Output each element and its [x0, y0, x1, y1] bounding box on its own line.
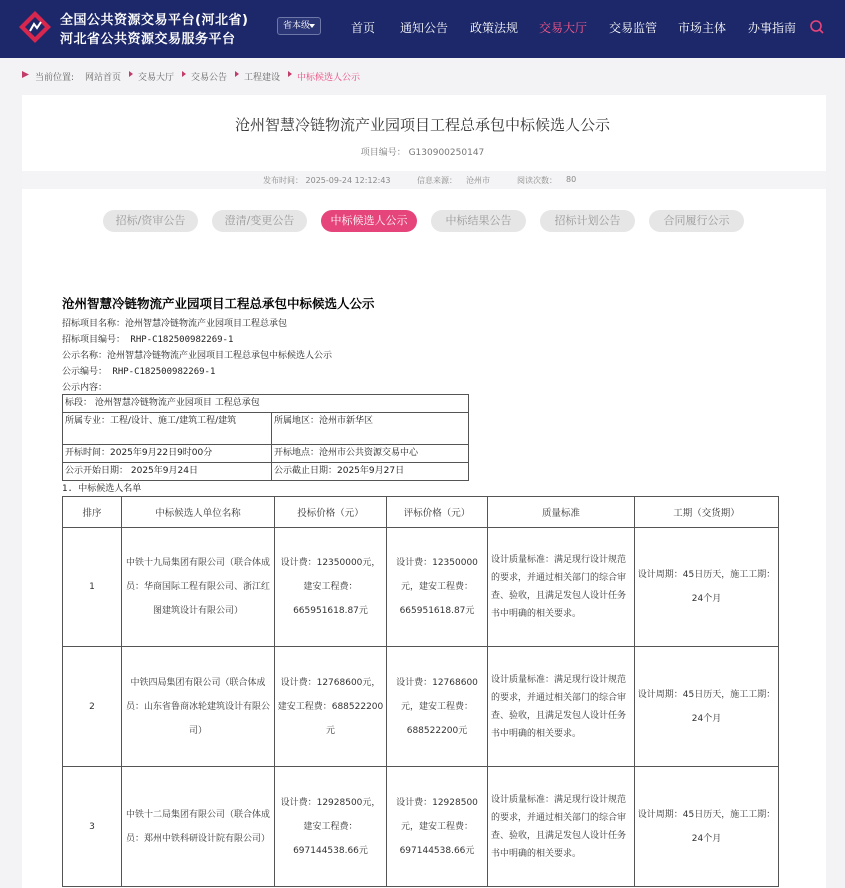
- tab-result-notice[interactable]: 中标结果公告: [431, 210, 526, 232]
- location-icon: [22, 71, 29, 78]
- breadcrumb-separator-icon: [129, 71, 133, 77]
- col-period: 工期（交货期）: [635, 497, 779, 528]
- article-title: 沧州智慧冷链物流产业园项目工程总承包中标候选人公示: [234, 116, 610, 134]
- nav-policies[interactable]: 政策法规: [470, 21, 519, 35]
- period-cell: 设计周期：45日历天，施工工期：24个月: [635, 528, 779, 647]
- tab-plan-notice[interactable]: 招标计划公告: [540, 210, 635, 232]
- doc-content-label: 公示内容：: [62, 383, 108, 393]
- project-number: 项目编号： G130900250147: [360, 148, 485, 158]
- table-row: [63, 767, 779, 887]
- info-open-time: 开标时间：2025年9月22日9时00分: [63, 445, 272, 463]
- quality-cell: 设计质量标准：满足现行设计规范的要求，并通过相关部门的综合审查、验收，且满足发包人设计任务书中明确的相关要求。: [488, 647, 635, 767]
- breadcrumb-current: 中标候选人公示: [297, 73, 361, 83]
- bid-cell: 设计费：12928500元，建安工程费：697144538.66元: [275, 767, 387, 887]
- candidate-list-title: 1. 中标候选人名单: [62, 484, 142, 494]
- info-end-date: 公示截止日期：2025年9月27日: [272, 463, 469, 481]
- breadcrumb-home[interactable]: 网站首页: [85, 73, 122, 83]
- views-label: 阅读次数：: [517, 176, 557, 185]
- quality-cell: 设计质量标准：满足现行设计规范的要求，并通过相关部门的综合审查、验收，且满足发包人设计任务书中明确的相关要求。: [488, 528, 635, 647]
- search-icon[interactable]: [807, 17, 827, 37]
- bid-cell: 设计费：12350000元，建安工程费：665951618.87元: [275, 528, 387, 647]
- breadcrumb-trading-hall[interactable]: 交易大厅: [138, 73, 175, 83]
- col-quality: 质量标准: [488, 497, 635, 528]
- site-header: [0, 0, 845, 58]
- table-row: [63, 647, 779, 767]
- candidate-table: [62, 496, 779, 887]
- source-label: 信息来源：: [417, 176, 457, 185]
- publish-time: 发布时间： 2025-09-24 12:12:43: [263, 176, 391, 185]
- col-bid: 投标价格（元）: [275, 497, 387, 528]
- eval-cell: 设计费：12928500元，建安工程费：697144538.66元: [387, 767, 488, 887]
- nav-market-entities[interactable]: 市场主体: [678, 21, 727, 35]
- doc-notice-name: 公示名称：沧州智慧冷链物流产业园项目工程总承包中标候选人公示: [62, 351, 333, 361]
- col-eval: 评标价格（元）: [387, 497, 488, 528]
- doc-title: 沧州智慧冷链物流产业园项目工程总承包中标候选人公示: [62, 296, 375, 311]
- breadcrumb-separator-icon: [235, 71, 239, 77]
- tab-candidate-notice[interactable]: 中标候选人公示: [321, 210, 417, 232]
- period-cell: 设计周期：45日历天，施工工期：24个月: [635, 767, 779, 887]
- nav-trading-hall[interactable]: 交易大厅: [539, 21, 588, 35]
- info-region: 所属地区：沧州市新华区: [272, 413, 469, 445]
- breadcrumb-separator-icon: [288, 71, 292, 77]
- doc-project-no: 招标项目编号： RHP-C182500982269-1: [62, 335, 234, 345]
- source-value: 沧州市: [466, 176, 490, 185]
- name-cell: 中铁十二局集团有限公司（联合体成员：郑州中铁科研设计院有限公司）: [122, 767, 275, 887]
- col-name: 中标候选人单位名称: [122, 497, 275, 528]
- period-cell: 设计周期：45日历天，施工工期：24个月: [635, 647, 779, 767]
- platform-logo-icon[interactable]: [18, 10, 52, 44]
- name-cell: 中铁四局集团有限公司（联合体成员：山东省鲁商冰轮建筑设计有限公司）: [122, 647, 275, 767]
- breadcrumb-trade-notice[interactable]: 交易公告: [191, 73, 228, 83]
- bid-cell: 设计费：12768600元，建安工程费：688522200元: [275, 647, 387, 767]
- tab-contract-notice[interactable]: 合同履行公示: [649, 210, 744, 232]
- doc-notice-no: 公示编号： RHP-C182500982269-1: [62, 367, 216, 377]
- name-cell: 中铁十九局集团有限公司（联合体成员：华商国际工程有限公司、浙江红图建筑设计有限公司）: [122, 528, 275, 647]
- level-select-value: 省本级: [283, 21, 311, 31]
- info-start-date: 公示开始日期： 2025年9月24日: [63, 463, 272, 481]
- tab-clarification[interactable]: 澄清/变更公告: [212, 210, 307, 232]
- info-section: 标段： 沧州智慧冷链物流产业园项目 工程总承包: [63, 395, 469, 413]
- info-specialty: 所属专业：工程/设计、施工/建筑工程/建筑: [63, 413, 272, 445]
- nav-guide[interactable]: 办事指南: [748, 21, 797, 35]
- eval-cell: 设计费：12768600元，建安工程费：688522200元: [387, 647, 488, 767]
- eval-cell: 设计费：12350000元，建安工程费：665951618.87元: [387, 528, 488, 647]
- nav-notices[interactable]: 通知公告: [400, 21, 449, 35]
- breadcrumb-separator-icon: [182, 71, 186, 77]
- chevron-down-icon: [309, 24, 315, 28]
- rank-cell: 2: [63, 647, 122, 767]
- quality-cell: 设计质量标准：满足现行设计规范的要求，并通过相关部门的综合审查、验收，且满足发包人设计任务书中明确的相关要求。: [488, 767, 635, 887]
- views-count: 80: [566, 175, 577, 184]
- rank-cell: 1: [63, 528, 122, 647]
- table-row: [63, 528, 779, 647]
- level-select[interactable]: [277, 17, 321, 35]
- site-title-line2: 河北省公共资源交易服务平台: [60, 32, 236, 47]
- col-rank: 排序: [63, 497, 122, 528]
- info-table: [62, 394, 469, 481]
- nav-home[interactable]: 首页: [351, 21, 376, 35]
- tab-tender-notice[interactable]: 招标/资审公告: [103, 210, 198, 232]
- info-open-place: 开标地点：沧州市公共资源交易中心: [272, 445, 469, 463]
- doc-project-name: 招标项目名称：沧州智慧冷链物流产业园项目工程总承包: [62, 319, 288, 329]
- site-title-line1: 全国公共资源交易平台(河北省): [60, 13, 249, 28]
- nav-supervision[interactable]: 交易监管: [609, 21, 658, 35]
- breadcrumb-construction[interactable]: 工程建设: [244, 73, 281, 83]
- breadcrumb-label: 当前位置:: [35, 73, 75, 83]
- rank-cell: 3: [63, 767, 122, 887]
